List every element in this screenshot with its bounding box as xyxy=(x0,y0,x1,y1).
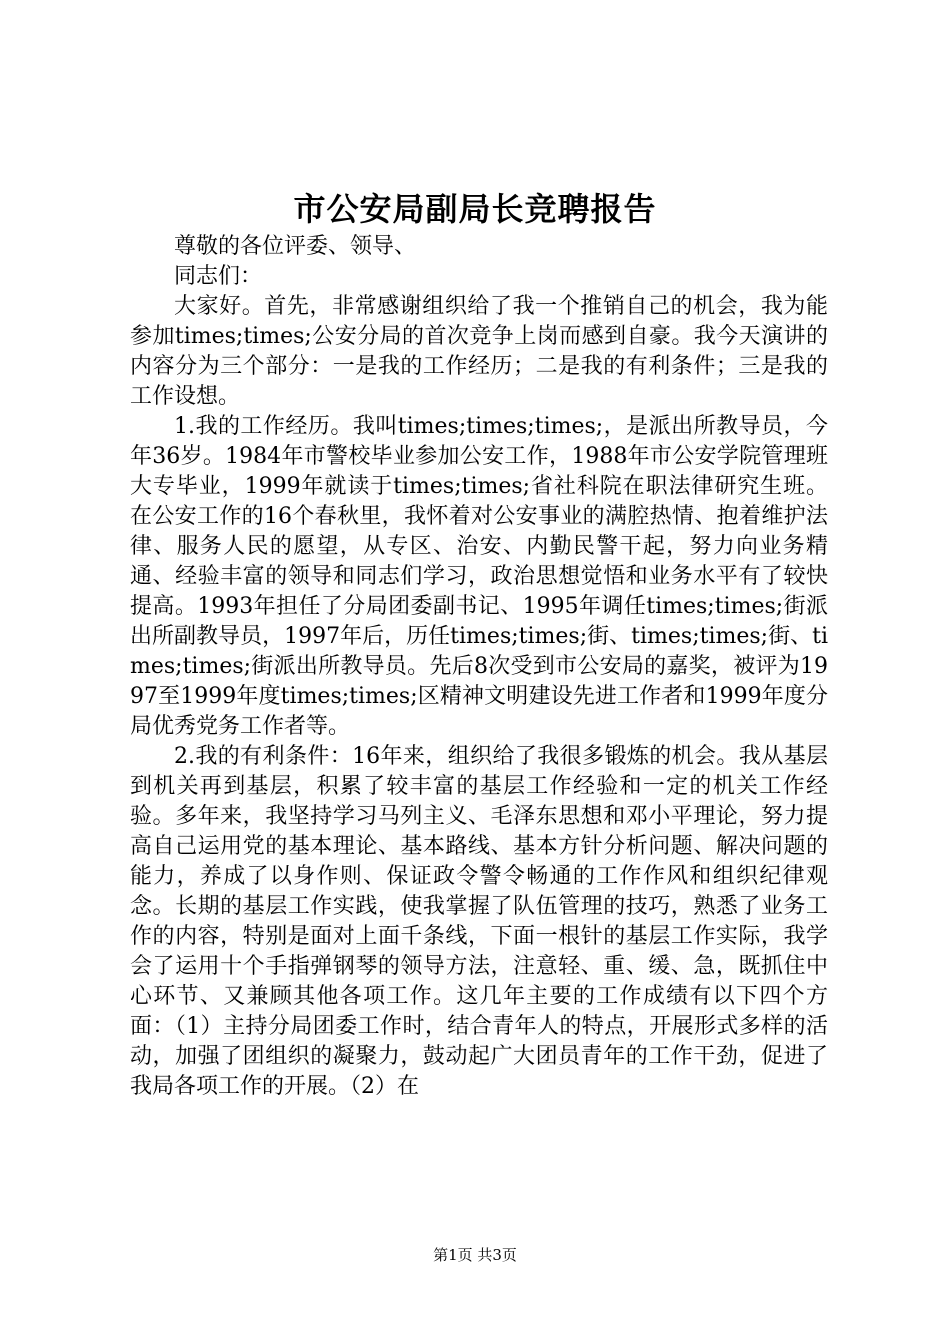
salutation-line-2: 同志们： xyxy=(174,264,263,289)
paragraph-work-experience: 1.我的工作经历。我叫times;times;times;，是派出所教导员，今年36岁。1984年市警校毕业参加公安工作，1988年市公安学院管理班大专毕业，1999年就读于times;times;省社科院在职法律研究生班。在公安工作的16个春秋里，我怀着对公安事业的满腔热情、抱着维护法律、服务人民的愿望，从专区、治安、内勤民警干起，努力向业务精通、经验丰富的领导和同志们学习，政治思想觉悟和业务水平有了较快提高。1993年担任了分局团委副书记、1995年调任times;times;街派出所副教导员，1997年后，历任times;times;街、times;times;街、times;times;街派出所教导员。先后8次受到市公安局的嘉奖，被评为1997至1999年度times;times;区精神文明建设先进工作者和1999年度分局优秀党务工作者等。 xyxy=(130,414,828,739)
page-number-footer: 第1页 共3页 xyxy=(433,1246,517,1264)
paragraph-advantages: 2.我的有利条件：16年来，组织给了我很多锻炼的机会。我从基层到机关再到基层，积累了较丰富的基层工作经验和一定的机关工作经验。多年来，我坚持学习马列主义、毛泽东思想和邓小平理论，努力提高自己运用党的基本理论、基本路线、基本方针分析问题、解决问题的能力，养成了以身作则、保证政令警令畅通的工作作风和组织纪律观念。长期的基层工作实践，使我掌握了队伍管理的技巧，熟悉了业务工作的内容，特别是面对上面千条线，下面一根针的基层工作实际，我学会了运用十个手指弹钢琴的领导方法，注意轻、重、缓、急，既抓住中心环节、又兼顾其他各项工作。这几年主要的工作成绩有以下四个方面：（1）主持分局团委工作时，结合青年人的特点，开展形式多样的活动，加强了团组织的凝聚力，鼓动起广大团员青年的工作干劲，促进了我局各项工作的开展。（2）在 xyxy=(130,744,828,1099)
salutation-line-1: 尊敬的各位评委、领导、 xyxy=(174,234,417,259)
paragraph-intro: 大家好。首先，非常感谢组织给了我一个推销自己的机会，我为能参加times;times;公安分局的首次竞争上岗而感到自豪。我今天演讲的内容分为三个部分：一是我的工作经历；二是我的有利条件；三是我的工作设想。 xyxy=(130,294,828,409)
document-title: 市公安局副局长竞聘报告 xyxy=(293,190,657,228)
document-body xyxy=(130,232,828,1102)
